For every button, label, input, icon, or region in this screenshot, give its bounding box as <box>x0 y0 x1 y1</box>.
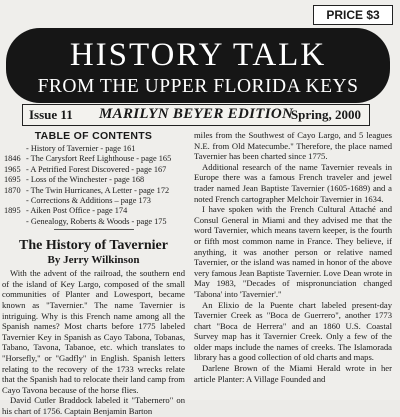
masthead-subtitle: FROM THE UPPER FLORIDA KEYS <box>37 76 359 97</box>
article-byline: By Jerry Wilkinson <box>47 254 140 267</box>
article-paragraph: miles from the Southwest of Cayo Largo, and 5 leagues N.E. from Old Matecumbe." Therefore, the place named Tavernier has been charted since 1775. <box>194 130 392 162</box>
toc-item-year: 1895 <box>4 206 21 216</box>
issue-season: Spring, 2000 <box>290 107 361 122</box>
toc-item[interactable] <box>2 154 185 164</box>
toc-item-text: - History of Tavernier - page 161 <box>26 144 136 153</box>
toc-item-text: - Loss of the Winchester - page 168 <box>26 175 145 185</box>
masthead-title: HISTORY TALK <box>69 37 327 73</box>
left-column <box>2 130 185 417</box>
right-column <box>194 130 392 384</box>
toc-item[interactable] <box>2 217 185 227</box>
article-paragraph: An Elixio de la Puente chart labeled present-day Tavernier Creek as "Boca de Guerrero", another 1773 chart "Boca de Herrera" and an 1860 U.S. Coastal Survey map has it Tavernier Creek. Only a few of the older maps include the names of creeks. The Islamorada library has a good collection of old charts and maps. <box>194 299 392 363</box>
toc-divider <box>54 229 134 230</box>
article-title: The History of Tavernier <box>19 238 168 254</box>
toc-item-text: - Corrections & Additions – page 173 <box>26 196 151 206</box>
issue-bar <box>22 104 370 126</box>
toc-item-year: 1695 <box>4 175 21 185</box>
article-paragraph: David Cutler Braddock labeled it "Tabernero" on his chart of 1756. Captain Benjamin Barton <box>2 395 185 416</box>
toc-item-year: 1870 <box>4 185 21 195</box>
price-box: PRICE $3 <box>313 5 393 25</box>
masthead-banner <box>6 28 390 103</box>
toc-item-text: - Aiken Post Office - page 174 <box>26 206 128 216</box>
toc-heading: TABLE OF CONTENTS <box>34 130 153 142</box>
toc-item[interactable] <box>2 165 185 175</box>
toc-item[interactable] <box>2 144 185 154</box>
toc-item[interactable] <box>2 196 185 206</box>
toc-item-year: 1965 <box>4 164 21 174</box>
article-paragraph: Darlene Brown of the Miami Herald wrote in her article Planter: A Village Founded and <box>194 363 392 384</box>
article-paragraph: With the advent of the railroad, the southern end of the island of Key Largo, composed of the small communities of Planter and Lowesport, became known as "Tavernier." The name Tavernier is intriguing. Why is this French name among all the Spanish names? Most charts before 1775 labeled Tavernier Key in Spanish as Cayo Tabona, Tobanas, Tabano, Tavona, Tabanoe, etc. which translates to "Horsefly," or "Gadfly" in English. Spanish letters relating to the recovery of the 1733 wrecks relate that the Spanish had to relocate their land camp from Cayo Tavona because of the horse flies. <box>2 268 185 395</box>
toc-item-text: - Genealogy, Roberts & Woods - page 175 <box>26 216 167 226</box>
toc-item[interactable] <box>2 186 185 196</box>
toc-item-text: - The Twin Hurricanes, A Letter - page 172 <box>26 185 170 195</box>
toc-item-year: 1846 <box>4 154 21 164</box>
toc-item[interactable] <box>2 206 185 216</box>
issue-number: Issue 11 <box>29 107 73 122</box>
article-paragraph: Additional research of the name Tavernier reveals in Europe there was a famous French traveler and jewel trader named Jean Baptiste Tavernier (1605-1689) and a noted French cartographer Melchoir Tavernier in 1634. <box>194 161 392 204</box>
toc-item[interactable] <box>2 175 185 185</box>
article-paragraph: I have spoken with the French Cultural Attaché and Consul General in Miami and they advised me that the word Tavernier, which means tavern keeper, is the fourth or fifth most common name in France. They believe, if anything, it was another person or relative named Tavernier, or the island was named in honor of the above very famous Jean Baptiste Tavernier. Love Dean wrote in May 1983, "Decades of mispronunciation changed 'Tabona' into 'Tavernier'." <box>194 204 392 299</box>
toc-item-text: - A Petrified Forest Discovered - page 167 <box>26 164 167 174</box>
toc-item-text: - The Carysfort Reef Lighthouse - page 165 <box>26 154 172 164</box>
edition-name: MARILYN BEYER EDITION <box>99 106 294 122</box>
toc-list <box>2 144 185 227</box>
